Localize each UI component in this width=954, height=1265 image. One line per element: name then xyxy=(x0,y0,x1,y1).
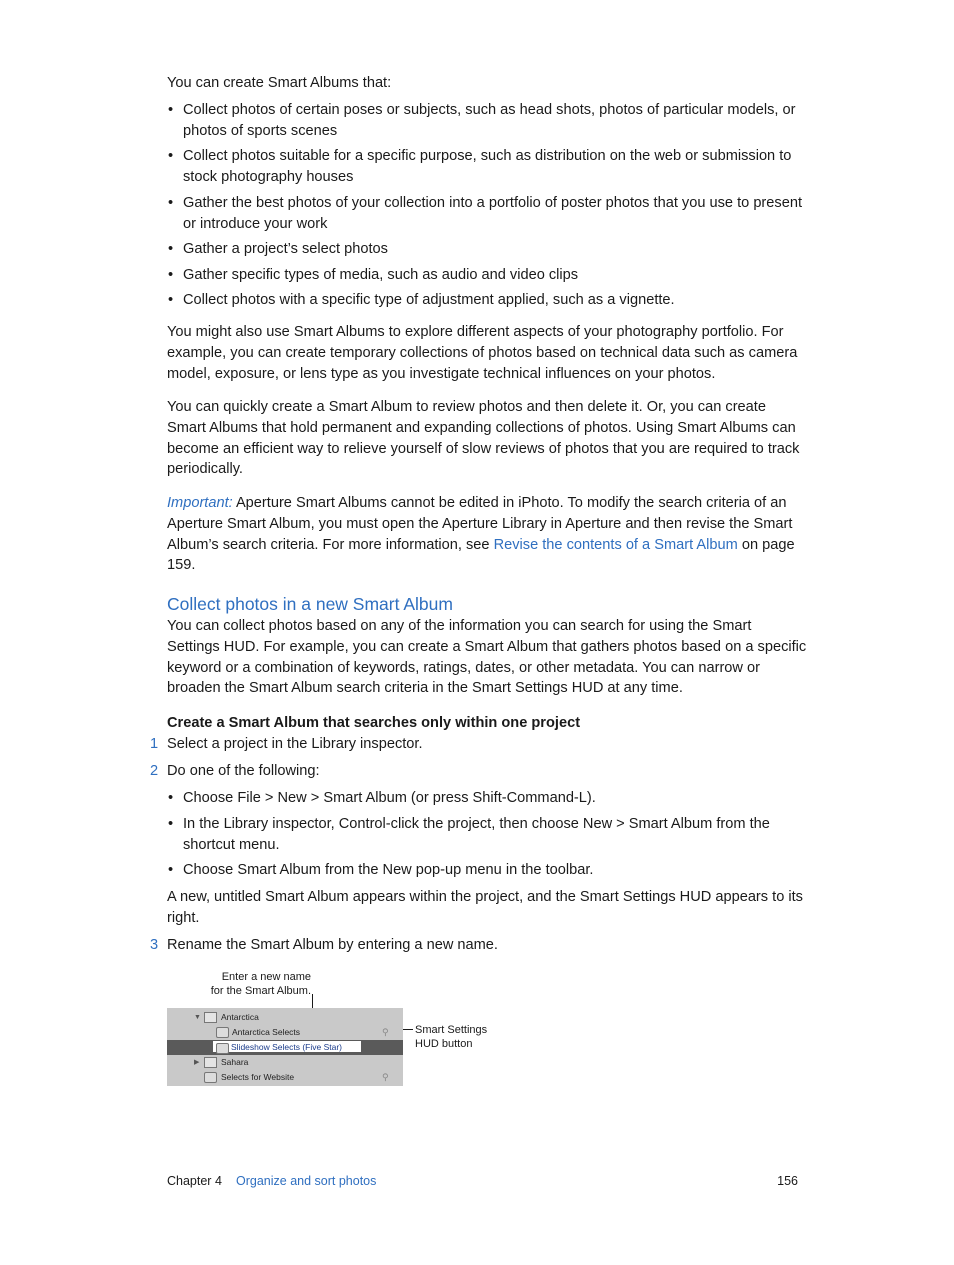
bullet-6-marker: • xyxy=(168,292,174,308)
bullet-4-marker: • xyxy=(168,241,174,257)
important-tail: on page 159. xyxy=(167,536,795,574)
callout-name-line2: for the Smart Album. xyxy=(210,985,311,997)
intro-text: You can create Smart Albums that: xyxy=(167,75,392,91)
bullet-5-marker: • xyxy=(168,267,174,283)
album-name-field[interactable]: Slideshow Selects (Five Star) xyxy=(213,1041,361,1052)
sub-bullet-1-marker: • xyxy=(168,790,174,806)
result-text: A new, untitled Smart Album appears within the project, and the Smart Settings HUD appears to its right. xyxy=(167,889,803,926)
step-text: Select a project in the Library inspector. xyxy=(167,736,423,752)
important-text: Aperture Smart Albums cannot be edited in iPhoto. To modify the search criteria of an Aperture Smart Album, you must open the Aperture Library in Aperture and then revise the Smart Album’s search criteria. For more information, see xyxy=(167,495,793,553)
smart-settings-hud-icon[interactable]: ⚲ xyxy=(382,1072,389,1082)
step-number: 1 xyxy=(150,736,159,752)
paragraph-collect: You can collect photos based on any of the information you can search for using the Smart Settings HUD. For example, you can create a Smart Album that gathers photos based on a specific keyword or a combination of keywords, ratings, dates, or other metadata. You can narrow or broaden the Smart Album search criteria in the Smart Settings HUD at any time. xyxy=(167,618,807,697)
paragraph-explore: You might also use Smart Albums to explore different aspects of your photography portfolio. For example, you can create temporary collections of photos based on technical data such as camera model, exposure, or lens type as you investigate technical influences on your photos. xyxy=(167,324,798,382)
page-number: 156 xyxy=(777,1174,798,1188)
bullet-item: Collect photos of certain poses or subjects, such as head shots, photos of particular models, or photos of sports scenes xyxy=(183,102,796,139)
bullet-item: Collect photos suitable for a specific purpose, such as distribution on the web or submission to stock photography houses xyxy=(183,148,792,185)
sub-bullet-item: Choose File > New > Smart Album (or press Shift-Command-L). xyxy=(183,790,596,806)
bullet-item: Gather a project’s select photos xyxy=(183,241,388,257)
callout-hud-line2: HUD button xyxy=(415,1038,473,1050)
paragraph-quick-create: You can quickly create a Smart Album to review photos and then delete it. Or, you can create Smart Albums that hold permanent and expanding collections of photos. Using Smart Albums can become an efficient way to relieve yourself of slow reviews of photos that you are required to track periodically. xyxy=(167,399,800,478)
library-row-selects-for-website[interactable] xyxy=(167,1070,403,1085)
step-number: 2 xyxy=(150,763,159,779)
important-note xyxy=(167,493,807,576)
callout-name-line1: Enter a new name xyxy=(221,971,311,983)
sub-bullet-item: Choose Smart Album from the New pop-up menu in the toolbar. xyxy=(183,862,594,878)
disclosure-collapsed-icon[interactable]: ▶ xyxy=(194,1059,200,1066)
bullet-2-marker: • xyxy=(168,148,174,164)
library-inspector-figure xyxy=(167,1008,403,1086)
smart-settings-hud-icon[interactable]: ⚲ xyxy=(382,1027,389,1037)
sub-bullet-2-marker: • xyxy=(168,816,174,832)
sub-bullet-item: In the Library inspector, Control-click the project, then choose New > Smart Album from the shortcut menu. xyxy=(183,816,770,853)
project-icon xyxy=(204,1057,217,1068)
callout-hud-line1: Smart Settings xyxy=(415,1024,488,1036)
library-row-label: Antarctica xyxy=(221,1012,259,1022)
step-text: Rename the Smart Album by entering a new name. xyxy=(167,937,498,953)
revise-smart-album-link[interactable]: Revise the contents of a Smart Album xyxy=(493,536,738,553)
library-row-slideshow-selects[interactable] xyxy=(167,1040,403,1055)
callout-name-caption xyxy=(190,970,311,998)
smart-album-icon xyxy=(216,1043,229,1054)
bullet-item: Collect photos with a specific type of adjustment applied, such as a vignette. xyxy=(183,292,675,308)
library-row-sahara[interactable] xyxy=(167,1055,403,1070)
library-row-antarctica-selects[interactable] xyxy=(167,1025,403,1040)
disclosure-expanded-icon[interactable]: ▼ xyxy=(194,1014,201,1021)
sub-bullet-3-marker: • xyxy=(168,862,174,878)
important-label: Important: xyxy=(167,495,233,511)
smart-album-icon xyxy=(216,1027,229,1038)
library-row-antarctica[interactable] xyxy=(167,1010,403,1025)
bullet-item: Gather specific types of media, such as audio and video clips xyxy=(183,267,579,283)
library-row-label: Sahara xyxy=(221,1057,249,1067)
step-text: Do one of the following: xyxy=(167,763,320,779)
section-heading: Collect photos in a new Smart Album xyxy=(167,594,453,614)
project-icon xyxy=(204,1012,217,1023)
task-heading: Create a Smart Album that searches only within one project xyxy=(167,715,581,731)
footer-chapter: Chapter 4 xyxy=(167,1174,222,1188)
bullet-item: Gather the best photos of your collection into a portfolio of poster photos that you use to present or introduce your work xyxy=(183,195,802,232)
bullet-3-marker: • xyxy=(168,195,174,211)
smart-album-icon xyxy=(204,1072,217,1083)
callout-hud-caption xyxy=(415,1023,515,1051)
step-number: 3 xyxy=(150,937,159,953)
bullet-1-marker: • xyxy=(168,102,174,118)
library-row-label: Selects for Website xyxy=(221,1072,295,1082)
footer-chapter-link[interactable]: Organize and sort photos xyxy=(236,1174,377,1188)
library-row-label: Antarctica Selects xyxy=(232,1027,301,1037)
